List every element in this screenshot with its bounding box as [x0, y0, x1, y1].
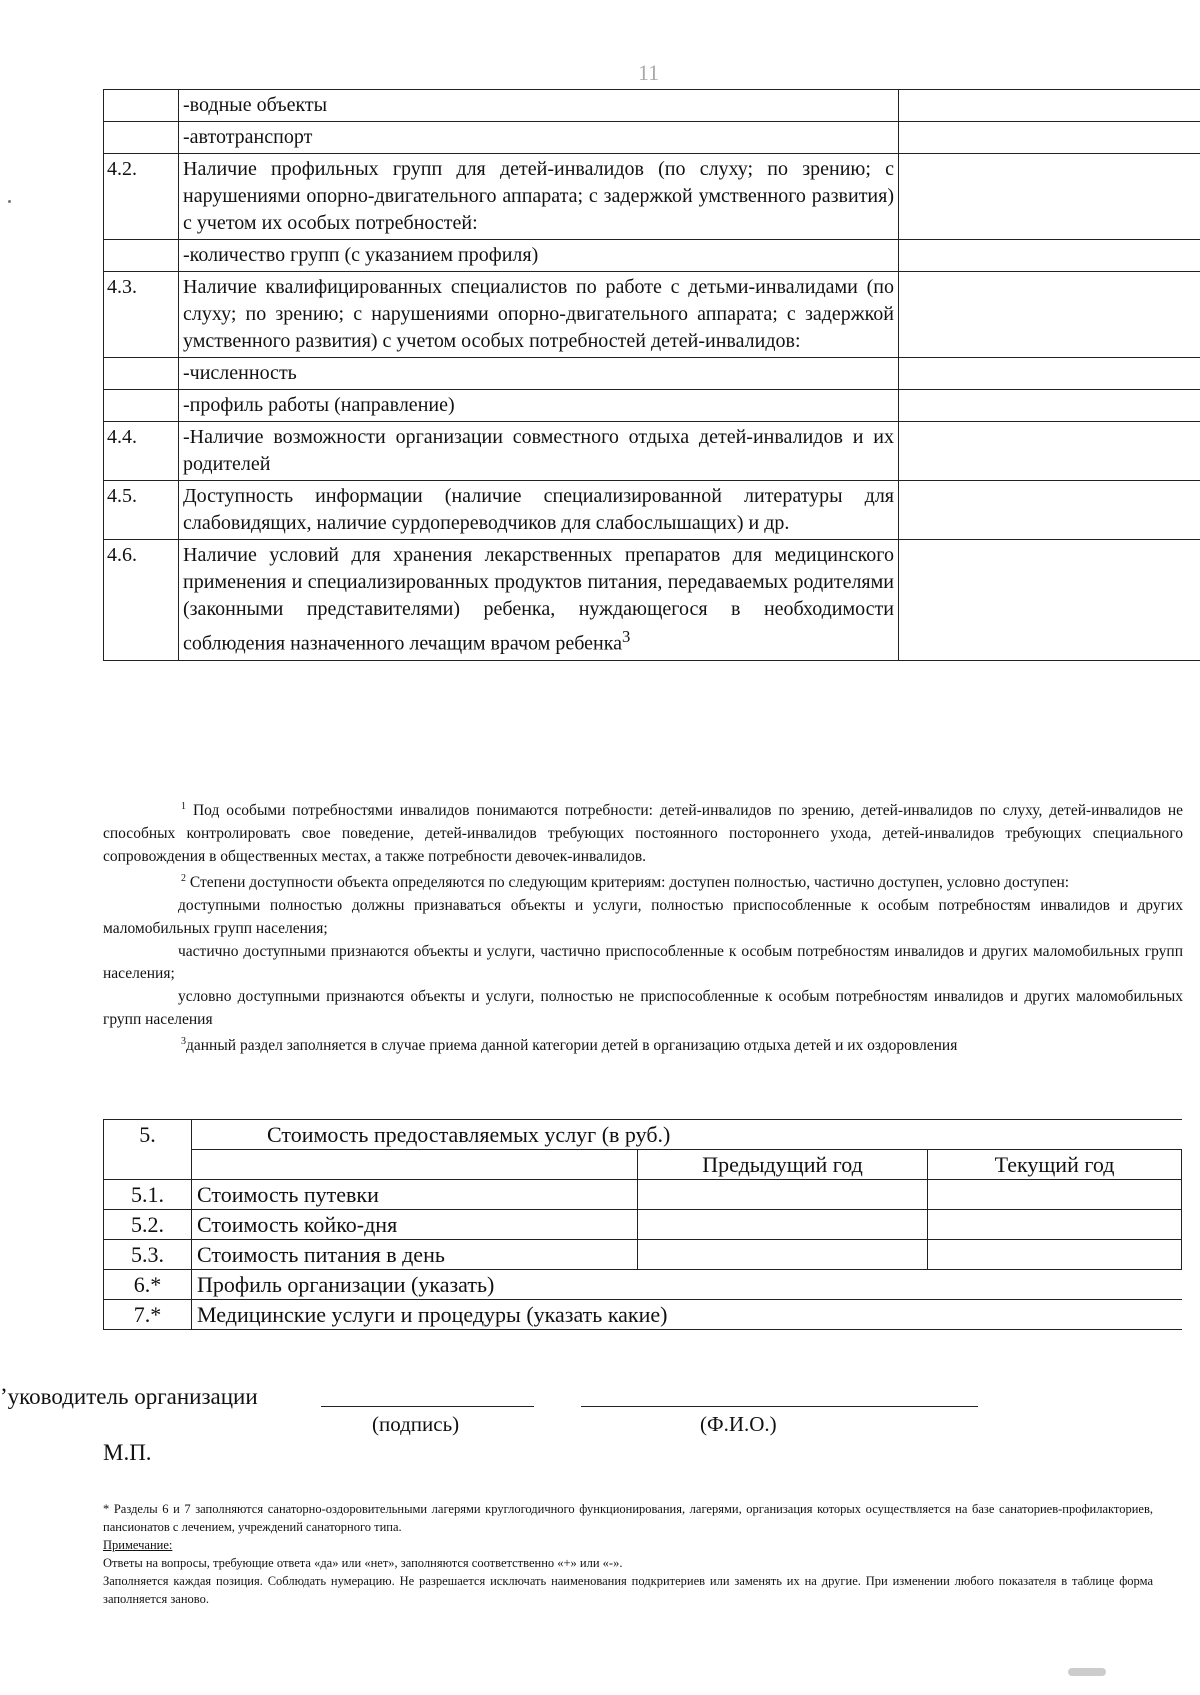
table-row	[104, 1270, 1182, 1300]
answer-cell[interactable]	[899, 154, 1200, 240]
row-number: 5.1.	[104, 1180, 192, 1210]
row-text: -водные объекты	[179, 90, 899, 122]
cost-table	[103, 1119, 1182, 1330]
row-label: Стоимость путевки	[192, 1180, 638, 1210]
scan-dot	[8, 200, 11, 203]
table-row	[104, 540, 1200, 661]
footnote-2	[103, 868, 1183, 895]
signature-line[interactable]	[321, 1406, 534, 1407]
answer-cell[interactable]	[899, 540, 1200, 661]
answer-cell[interactable]	[899, 122, 1200, 154]
table-row	[104, 240, 1200, 272]
row-text: Наличие квалифицированных специалистов по работе с детьми-инвалидами (по слуху; по зрению; с нарушениями опорно-двигательного аппарата; с задержкой умственного развития) с учетом особых потребностей детей-инвалидов:	[179, 272, 899, 358]
row-number	[104, 240, 179, 272]
name-hint: (Ф.И.О.)	[700, 1412, 777, 1436]
footnote-ref: 3	[622, 627, 631, 646]
row-label: Медицинские услуги и процедуры (указать какие)	[192, 1300, 1182, 1330]
row-number: 4.3.	[104, 272, 179, 358]
table-row	[104, 422, 1200, 481]
prev-year-cell[interactable]	[638, 1180, 928, 1210]
star-note: * Разделы 6 и 7 заполняются санаторно-оздоровительными лагерями круглогодичного функционирования, лагерями, организация которых осуществляется на базе санаториев-профилакториев, пансионатов с лечением, учреждений санаторного типа.	[103, 1502, 1153, 1534]
row-text: -численность	[179, 358, 899, 390]
section-number: 5.	[104, 1120, 192, 1180]
row-number	[104, 390, 179, 422]
row-text: Доступность информации (наличие специализированной литературы для слабовидящих, наличие сурдопереводчиков для слабослышащих) и др.	[179, 481, 899, 540]
table-row	[104, 1300, 1182, 1330]
row-number	[104, 122, 179, 154]
row-text-body: Наличие условий для хранения лекарственных препаратов для медицинского применения и специализированных продуктов питания, передаваемых родителями (законными представителями) ребенка, нуждающегося в необходимости соблюдения назначенного лечащим врачом ребенка	[183, 544, 894, 655]
table-row	[104, 481, 1200, 540]
row-number	[104, 90, 179, 122]
row-label: Стоимость койко-дня	[192, 1210, 638, 1240]
footnote-2b: частично доступными признаются объекты и услуги, частично приспособленные к особым потребностям инвалидов и других маломобильных групп населения;	[103, 942, 1183, 983]
curr-year-cell[interactable]	[928, 1180, 1182, 1210]
answer-cell[interactable]	[899, 358, 1200, 390]
section-title: Стоимость предоставляемых услуг (в руб.)	[192, 1120, 1182, 1150]
stamp-place: М.П.	[103, 1440, 152, 1465]
table-row	[104, 390, 1200, 422]
row-number: 6.*	[104, 1270, 192, 1300]
answer-cell[interactable]	[899, 422, 1200, 481]
footnote-3	[103, 1031, 1183, 1058]
footnote-mark: 3	[181, 1036, 186, 1048]
table-row	[104, 122, 1200, 154]
row-number: 4.5.	[104, 481, 179, 540]
table-row	[104, 1240, 1182, 1270]
table-row	[104, 1180, 1182, 1210]
col-header-current-year: Текущий год	[928, 1150, 1182, 1180]
footnote-text: данный раздел заполняется в случае приема данной категории детей в организацию отдыха детей и их оздоровления	[186, 1037, 958, 1055]
remark-title: Примечание:	[103, 1538, 173, 1552]
footnotes	[103, 796, 1183, 1058]
row-text: -автотранспорт	[179, 122, 899, 154]
table-row	[104, 1210, 1182, 1240]
accessibility-table	[103, 89, 1200, 661]
page-number: 11	[638, 60, 660, 85]
row-text: Наличие профильных групп для детей-инвалидов (по слуху; по зрению; с нарушениями опорно-двигательного аппарата; с задержкой умственного развития) с учетом их особых потребностей:	[179, 154, 899, 240]
table-row	[104, 358, 1200, 390]
bottom-notes	[103, 1500, 1153, 1608]
row-label: Стоимость питания в день	[192, 1240, 638, 1270]
scan-smudge	[1068, 1668, 1106, 1676]
row-number: 5.2.	[104, 1210, 192, 1240]
answer-cell[interactable]	[899, 240, 1200, 272]
table-row	[104, 154, 1200, 240]
prev-year-cell[interactable]	[638, 1210, 928, 1240]
remark-1: Ответы на вопросы, требующие ответа «да» или «нет», заполняются соответственно «+» или «-».	[103, 1556, 623, 1570]
section-header-row	[104, 1120, 1182, 1150]
column-header-row	[104, 1150, 1182, 1180]
footnote-text: Степени доступности объекта определяются по следующим критериям: доступен полностью, частично доступен, условно доступен:	[189, 874, 1070, 892]
answer-cell[interactable]	[899, 272, 1200, 358]
col-header-previous-year: Предыдущий год	[638, 1150, 928, 1180]
table-row	[104, 272, 1200, 358]
row-number: 4.6.	[104, 540, 179, 661]
row-number: 5.3.	[104, 1240, 192, 1270]
row-text: -Наличие возможности организации совместного отдыха детей-инвалидов и их родителей	[179, 422, 899, 481]
footnote-mark: 2	[181, 873, 186, 885]
curr-year-cell[interactable]	[928, 1210, 1182, 1240]
row-text: -профиль работы (направление)	[179, 390, 899, 422]
signer-label: ʼуководитель организации	[0, 1384, 258, 1409]
row-number: 4.2.	[104, 154, 179, 240]
signature-hint: (подпись)	[372, 1412, 460, 1436]
label-header	[192, 1150, 638, 1180]
footnote-text: Под особыми потребностями инвалидов понимаются потребности: детей-инвалидов по зрению, детей-инвалидов по слуху, детей-инвалидов не способных контролировать свое поведение, детей-инвалидов требующих постоянного постороннего ухода, детей-инвалидов требующих специального сопровождения в общественных местах, а также потребности девочек-инвалидов.	[103, 802, 1183, 865]
curr-year-cell[interactable]	[928, 1240, 1182, 1270]
row-number: 4.4.	[104, 422, 179, 481]
name-line[interactable]	[581, 1406, 978, 1407]
footnote-2a: доступными полностью должны признаваться объекты и услуги, полностью приспособленные к особым потребностям инвалидов и других маломобильных групп населения;	[103, 897, 1183, 937]
answer-cell[interactable]	[899, 90, 1200, 122]
prev-year-cell[interactable]	[638, 1240, 928, 1270]
footnote-mark: 1	[181, 801, 186, 812]
answer-cell[interactable]	[899, 481, 1200, 540]
table-row	[104, 90, 1200, 122]
footnote-1	[103, 796, 1183, 868]
remark-2: Заполняется каждая позиция. Соблюдать нумерацию. Не разрешается исключать наименования подкритериев или заменять их на другие. При изменении любого показателя в таблице форма заполняется заново.	[103, 1574, 1153, 1606]
row-text: -количество групп (с указанием профиля)	[179, 240, 899, 272]
footnote-2c: условно доступными признаются объекты и услуги, полностью не приспособленные к особым потребностям инвалидов и других маломобильных групп населения	[103, 987, 1183, 1028]
row-number	[104, 358, 179, 390]
row-text	[179, 540, 899, 661]
answer-cell[interactable]	[899, 390, 1200, 422]
row-number: 7.*	[104, 1300, 192, 1330]
row-label: Профиль организации (указать)	[192, 1270, 1182, 1300]
